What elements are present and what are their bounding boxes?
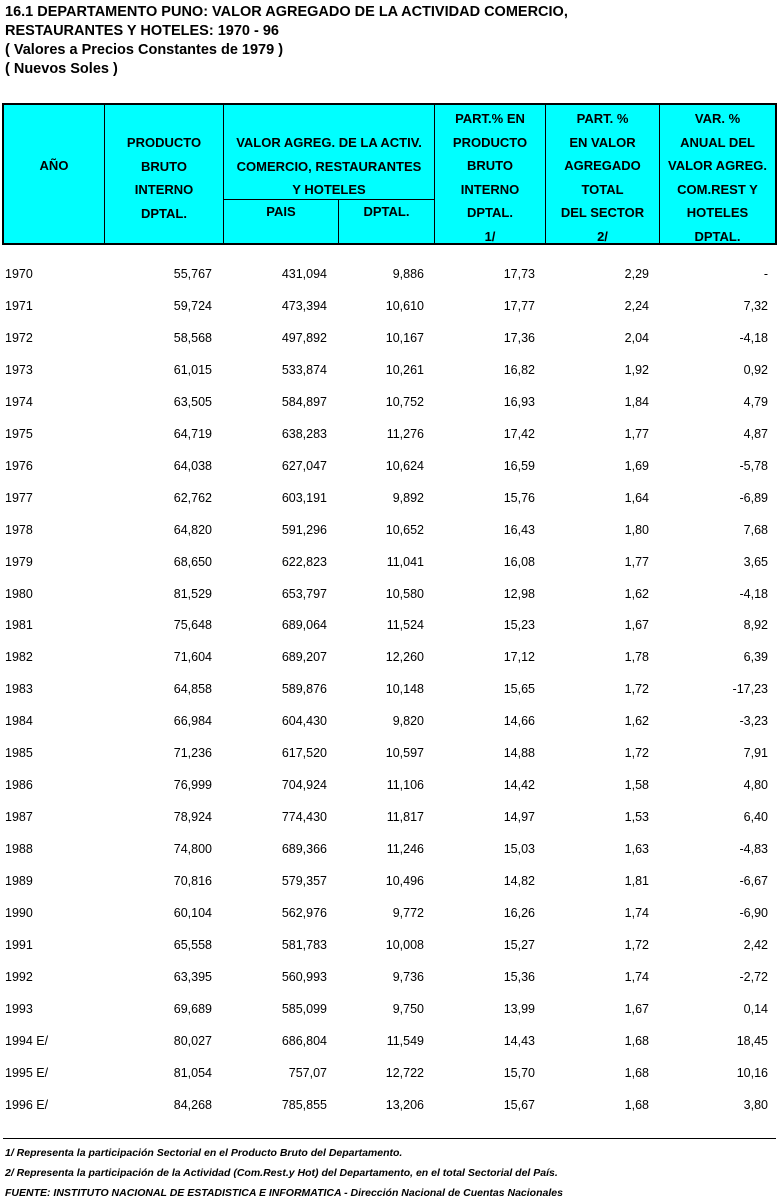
- table-cell: 74,800: [173, 842, 212, 857]
- table-cell: 1983: [5, 682, 33, 697]
- table-cell: 1,72: [624, 682, 649, 697]
- table-row: [0, 264, 778, 284]
- table-cell: 704,924: [281, 778, 327, 793]
- table-cell: 16,82: [503, 362, 535, 377]
- table-cell: 585,099: [281, 1001, 327, 1016]
- table-cell: 431,094: [281, 267, 327, 281]
- table-cell: 71,604: [173, 650, 212, 665]
- table-cell: 589,876: [281, 682, 327, 697]
- table-cell: 9,772: [392, 906, 424, 920]
- table-cell: 1977: [5, 490, 33, 505]
- table-cell: 689,207: [281, 650, 327, 665]
- table-row: [0, 871, 778, 891]
- table-cell: 560,993: [281, 969, 327, 984]
- table-cell: 1979: [5, 554, 33, 569]
- table-cell: -4,18: [739, 330, 768, 345]
- table-cell: 4,80: [743, 778, 768, 793]
- table-cell: 785,855: [281, 1097, 327, 1112]
- table-cell: -2,72: [739, 969, 768, 984]
- table-cell: 4,79: [743, 394, 768, 409]
- table-cell: 1996 E/: [5, 1097, 49, 1112]
- table-cell: 653,797: [281, 586, 327, 601]
- table-cell: 15,70: [503, 1065, 535, 1080]
- table-cell: -6,89: [739, 490, 768, 505]
- table-cell: 581,783: [281, 937, 327, 952]
- header-pbi-line: DPTAL.: [141, 205, 187, 221]
- table-cell: 1984: [5, 714, 33, 729]
- table-cell: 69,689: [173, 1001, 212, 1016]
- table-cell: 70,816: [173, 874, 212, 889]
- table-cell: 686,804: [281, 1033, 327, 1048]
- table-cell: 1985: [5, 746, 33, 761]
- header-valor-group: [224, 105, 435, 243]
- table-cell: 3,65: [743, 554, 768, 569]
- table-cell: 1,74: [624, 906, 649, 920]
- table-cell: 497,892: [281, 330, 327, 345]
- table-cell: 1986: [5, 778, 33, 793]
- table-row: [0, 967, 778, 987]
- title-line-3: ( Valores a Precios Constantes de 1979 ): [5, 42, 284, 58]
- table-cell: 62,762: [173, 490, 212, 505]
- table-cell: 1980: [5, 586, 33, 601]
- table-cell: 1990: [5, 906, 33, 920]
- table-cell: 1987: [5, 810, 33, 825]
- table-cell: 1,68: [624, 1065, 649, 1080]
- table-cell: 603,191: [281, 490, 327, 505]
- table-cell: 64,858: [173, 682, 212, 697]
- table-cell: 689,064: [281, 618, 327, 633]
- table-cell: 1,53: [624, 810, 649, 825]
- table-cell: 7,32: [743, 298, 768, 313]
- table-cell: 10,610: [385, 298, 424, 313]
- table-cell: 1,69: [624, 458, 649, 473]
- table-cell: 17,36: [503, 330, 535, 345]
- footer-divider: [3, 1138, 776, 1139]
- table-cell: 13,99: [503, 1001, 535, 1016]
- table-cell: 11,549: [386, 1033, 424, 1048]
- table-cell: 9,736: [392, 969, 424, 984]
- table-cell: 7,91: [743, 746, 768, 761]
- table-cell: 14,42: [503, 778, 535, 793]
- table-cell: 11,246: [386, 842, 424, 857]
- table-cell: 1982: [5, 650, 33, 665]
- table-row: [0, 647, 778, 667]
- footnote-2: 2/ Representa la participación de la Actividad (Com.Rest.y Hot) del Departamento, en el total Sectorial del País.: [5, 1167, 558, 1179]
- header-var-line: VALOR AGREG.: [668, 158, 767, 173]
- table-cell: 55,767: [173, 267, 212, 281]
- table-cell: 17,77: [503, 298, 535, 313]
- header-dptal: [339, 199, 434, 245]
- table-cell: 3,80: [743, 1097, 768, 1112]
- table-cell: 14,43: [503, 1033, 535, 1048]
- table-row: [0, 679, 778, 699]
- table-cell: 10,580: [385, 586, 424, 601]
- table-cell: 1,67: [624, 1001, 649, 1016]
- table-cell: 10,008: [385, 937, 424, 952]
- table-row: [0, 360, 778, 380]
- table-cell: -17,23: [732, 682, 768, 697]
- table-cell: 10,652: [385, 522, 424, 537]
- table-cell: 757,07: [288, 1065, 327, 1080]
- table-cell: 63,505: [173, 394, 212, 409]
- table-cell: 584,897: [281, 394, 327, 409]
- table-cell: 64,038: [173, 458, 212, 473]
- table-cell: 1,62: [624, 586, 649, 601]
- header-part-pbi-line: BRUTO: [467, 158, 513, 173]
- header-pbi-line: BRUTO: [141, 158, 187, 174]
- table-cell: 64,820: [173, 522, 212, 537]
- table-cell: 6,40: [743, 810, 768, 825]
- table-cell: 1,68: [624, 1033, 649, 1048]
- header-part-pbi-line: PRODUCTO: [452, 134, 528, 150]
- table-cell: 1,64: [624, 490, 649, 505]
- header-var-line: DPTAL.: [694, 228, 741, 244]
- header-part-valor-line: 2/: [597, 228, 608, 244]
- table-cell: 1,62: [624, 714, 649, 729]
- table-row: [0, 1063, 778, 1083]
- table-cell: 64,719: [173, 426, 212, 441]
- table-cell: 14,66: [503, 714, 535, 729]
- table-cell: 8,92: [743, 618, 768, 633]
- table-cell: 1,80: [624, 522, 649, 537]
- table-cell: 16,43: [503, 522, 535, 537]
- table-cell: 604,430: [281, 714, 327, 729]
- header-part-pbi-line: INTERNO: [460, 181, 520, 197]
- header-valor-line: Y HOTELES: [292, 182, 366, 197]
- header-part-valor-line: AGREGADO: [564, 158, 641, 173]
- table-cell: 71,236: [173, 746, 212, 761]
- table-cell: 15,36: [503, 969, 535, 984]
- table-cell: 1,77: [624, 426, 649, 441]
- table-cell: 78,924: [173, 810, 212, 825]
- table-cell: 81,054: [173, 1065, 212, 1080]
- table-row: [0, 1031, 778, 1051]
- table-cell: 1,74: [624, 969, 649, 984]
- table-header: [2, 103, 777, 245]
- table-row: [0, 807, 778, 827]
- header-part-pbi: [435, 105, 546, 243]
- table-cell: 16,59: [503, 458, 535, 473]
- table-cell: 638,283: [281, 426, 327, 441]
- table-cell: 63,395: [173, 969, 212, 984]
- table-cell: 1976: [5, 458, 33, 473]
- table-cell: 774,430: [281, 810, 327, 825]
- table-cell: 1,63: [624, 842, 649, 857]
- header-pbi-line: INTERNO: [134, 182, 194, 197]
- table-cell: 10,496: [385, 874, 424, 889]
- table-row: [0, 775, 778, 795]
- table-cell: 12,260: [385, 650, 424, 665]
- table-row: [0, 488, 778, 508]
- header-pbi-label: [105, 131, 223, 225]
- table-cell: 18,45: [736, 1033, 768, 1048]
- header-part-valor-line: PART. %: [576, 111, 629, 126]
- table-cell: 66,984: [173, 714, 212, 729]
- table-cell: 17,12: [503, 650, 535, 665]
- table-row: [0, 552, 778, 572]
- header-part-pbi-line: PART.% EN: [455, 111, 525, 126]
- table-cell: 591,296: [281, 522, 327, 537]
- table-cell: 1992: [5, 969, 33, 984]
- table-cell: 16,26: [503, 906, 535, 920]
- table-cell: -4,83: [739, 842, 768, 857]
- table-cell: 15,65: [503, 682, 535, 697]
- table-cell: 1,78: [624, 650, 649, 665]
- table-cell: 14,88: [503, 746, 535, 761]
- header-valor-line: VALOR AGREG. DE LA ACTIV.: [236, 135, 422, 150]
- table-cell: 1,92: [624, 362, 649, 377]
- table-cell: 10,752: [385, 394, 424, 409]
- footnote-1: 1/ Representa la participación Sectorial en el Producto Bruto del Departamento.: [5, 1147, 403, 1159]
- table-cell: 60,104: [173, 906, 212, 920]
- table-cell: 75,648: [173, 618, 212, 633]
- table-row: [0, 743, 778, 763]
- table-cell: 617,520: [281, 746, 327, 761]
- table-cell: 58,568: [173, 330, 212, 345]
- table-cell: 1,81: [624, 874, 649, 889]
- header-pbi-line: PRODUCTO: [126, 135, 202, 150]
- header-var-line: VAR. %: [694, 111, 741, 126]
- table-cell: 1995 E/: [5, 1065, 49, 1080]
- table-cell: 2,24: [624, 298, 649, 313]
- table-cell: 12,98: [503, 586, 535, 601]
- table-cell: 1981: [5, 618, 33, 633]
- table-cell: 1973: [5, 362, 33, 377]
- table-cell: 14,97: [503, 810, 535, 825]
- footnotes: [5, 1143, 563, 1203]
- table-cell: 579,357: [281, 874, 327, 889]
- table-cell: 1988: [5, 842, 33, 857]
- table-row: [0, 711, 778, 731]
- table-cell: 61,015: [173, 362, 212, 377]
- table-cell: 1991: [5, 937, 33, 952]
- table-cell: 10,597: [385, 746, 424, 761]
- header-valor-label: [224, 131, 434, 202]
- table-row: [0, 903, 778, 923]
- table-cell: 10,167: [385, 330, 424, 345]
- table-cell: 11,106: [386, 778, 424, 793]
- table-cell: 1975: [5, 426, 33, 441]
- table-cell: 11,276: [386, 426, 424, 441]
- table-cell: 11,041: [386, 554, 424, 569]
- header-var-line: ANUAL DEL: [680, 134, 755, 150]
- table-cell: 11,817: [386, 810, 424, 825]
- header-part-valor-line: DEL SECTOR: [560, 205, 645, 220]
- header-part-valor-label: [546, 107, 659, 248]
- table-row: [0, 584, 778, 604]
- table-cell: 15,76: [503, 490, 535, 505]
- table-cell: 15,27: [503, 937, 535, 952]
- table-row: [0, 935, 778, 955]
- table-cell: 1971: [5, 298, 33, 313]
- table-cell: 12,722: [385, 1065, 424, 1080]
- title-line-1: 16.1 DEPARTAMENTO PUNO: VALOR AGREGADO DE LA ACTIVIDAD COMERCIO,: [5, 4, 568, 20]
- table-cell: 1,84: [624, 394, 649, 409]
- table-cell: 2,04: [624, 330, 649, 345]
- table-cell: 0,92: [743, 362, 768, 377]
- table-cell: 689,366: [281, 842, 327, 857]
- table-cell: 1993: [5, 1001, 33, 1016]
- header-var-line: HOTELES: [686, 205, 749, 220]
- table-cell: 10,16: [736, 1065, 768, 1080]
- table-row: [0, 328, 778, 348]
- table-cell: 1972: [5, 330, 33, 345]
- table-cell: 84,268: [173, 1097, 212, 1112]
- header-part-valor: [546, 105, 660, 243]
- table-cell: 59,724: [173, 298, 212, 313]
- table-cell: 1,68: [624, 1097, 649, 1112]
- table-cell: 9,886: [392, 267, 424, 281]
- table-cell: 533,874: [281, 362, 327, 377]
- title-line-4: ( Nuevos Soles ): [5, 61, 118, 77]
- table-cell: 81,529: [173, 586, 212, 601]
- header-part-pbi-line: DPTAL.: [467, 205, 513, 220]
- header-part-pbi-label: [435, 107, 545, 248]
- table-cell: 1,67: [624, 618, 649, 633]
- table-cell: 2,29: [624, 267, 649, 281]
- table-cell: 80,027: [173, 1033, 212, 1048]
- table-cell: 0,14: [743, 1001, 768, 1016]
- table-cell: 9,820: [392, 714, 424, 729]
- header-anio-label: AÑO: [39, 158, 69, 173]
- table-cell: -5,78: [739, 458, 768, 473]
- title-line-2: RESTAURANTES Y HOTELES: 1970 - 96: [5, 23, 279, 39]
- table-cell: 17,42: [503, 426, 535, 441]
- table-cell: 1,72: [624, 937, 649, 952]
- table-row: [0, 615, 778, 635]
- table-cell: 7,68: [743, 522, 768, 537]
- table-cell: -3,23: [739, 714, 768, 729]
- table-cell: 1,58: [624, 778, 649, 793]
- table-cell: 2,42: [743, 937, 768, 952]
- table-cell: 1,72: [624, 746, 649, 761]
- table-cell: 562,976: [281, 906, 327, 920]
- table-cell: -4,18: [739, 586, 768, 601]
- table-cell: 1989: [5, 874, 33, 889]
- header-part-valor-line: TOTAL: [581, 181, 624, 197]
- table-cell: 14,82: [503, 874, 535, 889]
- table-cell: 16,08: [503, 554, 535, 569]
- header-var: [660, 105, 775, 243]
- table-cell: 13,206: [385, 1097, 424, 1112]
- table-cell: 1970: [5, 267, 33, 281]
- table-cell: 76,999: [173, 778, 212, 793]
- table-cell: 1974: [5, 394, 33, 409]
- table-cell: 627,047: [281, 458, 327, 473]
- header-part-valor-line: EN VALOR: [569, 134, 636, 150]
- document-title: [5, 3, 568, 79]
- table-cell: 11,524: [386, 618, 424, 633]
- table-cell: 10,624: [385, 458, 424, 473]
- header-anio: [4, 105, 105, 243]
- table-cell: 65,558: [173, 937, 212, 952]
- table-cell: 9,750: [392, 1001, 424, 1016]
- header-valor-line: COMERCIO, RESTAURANTES: [236, 158, 422, 174]
- table-cell: 1978: [5, 522, 33, 537]
- table-cell: -6,67: [739, 874, 768, 889]
- table-cell: 10,261: [385, 362, 424, 377]
- table-row: [0, 999, 778, 1019]
- header-pais-label: PAIS: [266, 204, 296, 219]
- header-part-pbi-line: 1/: [484, 228, 496, 244]
- table-cell: -: [763, 267, 768, 281]
- table-row: [0, 839, 778, 859]
- table-cell: 16,93: [503, 394, 535, 409]
- table-cell: 68,650: [173, 554, 212, 569]
- table-row: [0, 456, 778, 476]
- header-pais: [224, 199, 339, 245]
- table-cell: 1994 E/: [5, 1033, 49, 1048]
- table-cell: 622,823: [281, 554, 327, 569]
- table-cell: 6,39: [743, 650, 768, 665]
- source-note: FUENTE: INSTITUTO NACIONAL DE ESTADISTICA E INFORMATICA - Dirección Nacional de Cuentas Nacionales: [5, 1187, 563, 1199]
- table-cell: 1,77: [624, 554, 649, 569]
- header-var-label: [660, 107, 775, 248]
- header-pbi: [105, 105, 224, 243]
- table-cell: 4,87: [743, 426, 768, 441]
- table-cell: 9,892: [392, 490, 424, 505]
- table-cell: 10,148: [385, 682, 424, 697]
- table-cell: 15,67: [503, 1097, 535, 1112]
- table-row: [0, 296, 778, 316]
- table-cell: -6,90: [739, 906, 768, 920]
- table-row: [0, 392, 778, 412]
- table-row: [0, 1095, 778, 1115]
- table-row: [0, 424, 778, 444]
- table-cell: 15,23: [503, 618, 535, 633]
- table-cell: 17,73: [503, 267, 535, 281]
- table-cell: 15,03: [503, 842, 535, 857]
- header-var-line: COM.REST Y: [677, 181, 758, 197]
- header-dptal-label: DPTAL.: [363, 204, 410, 219]
- table-row: [0, 520, 778, 540]
- table-cell: 473,394: [281, 298, 327, 313]
